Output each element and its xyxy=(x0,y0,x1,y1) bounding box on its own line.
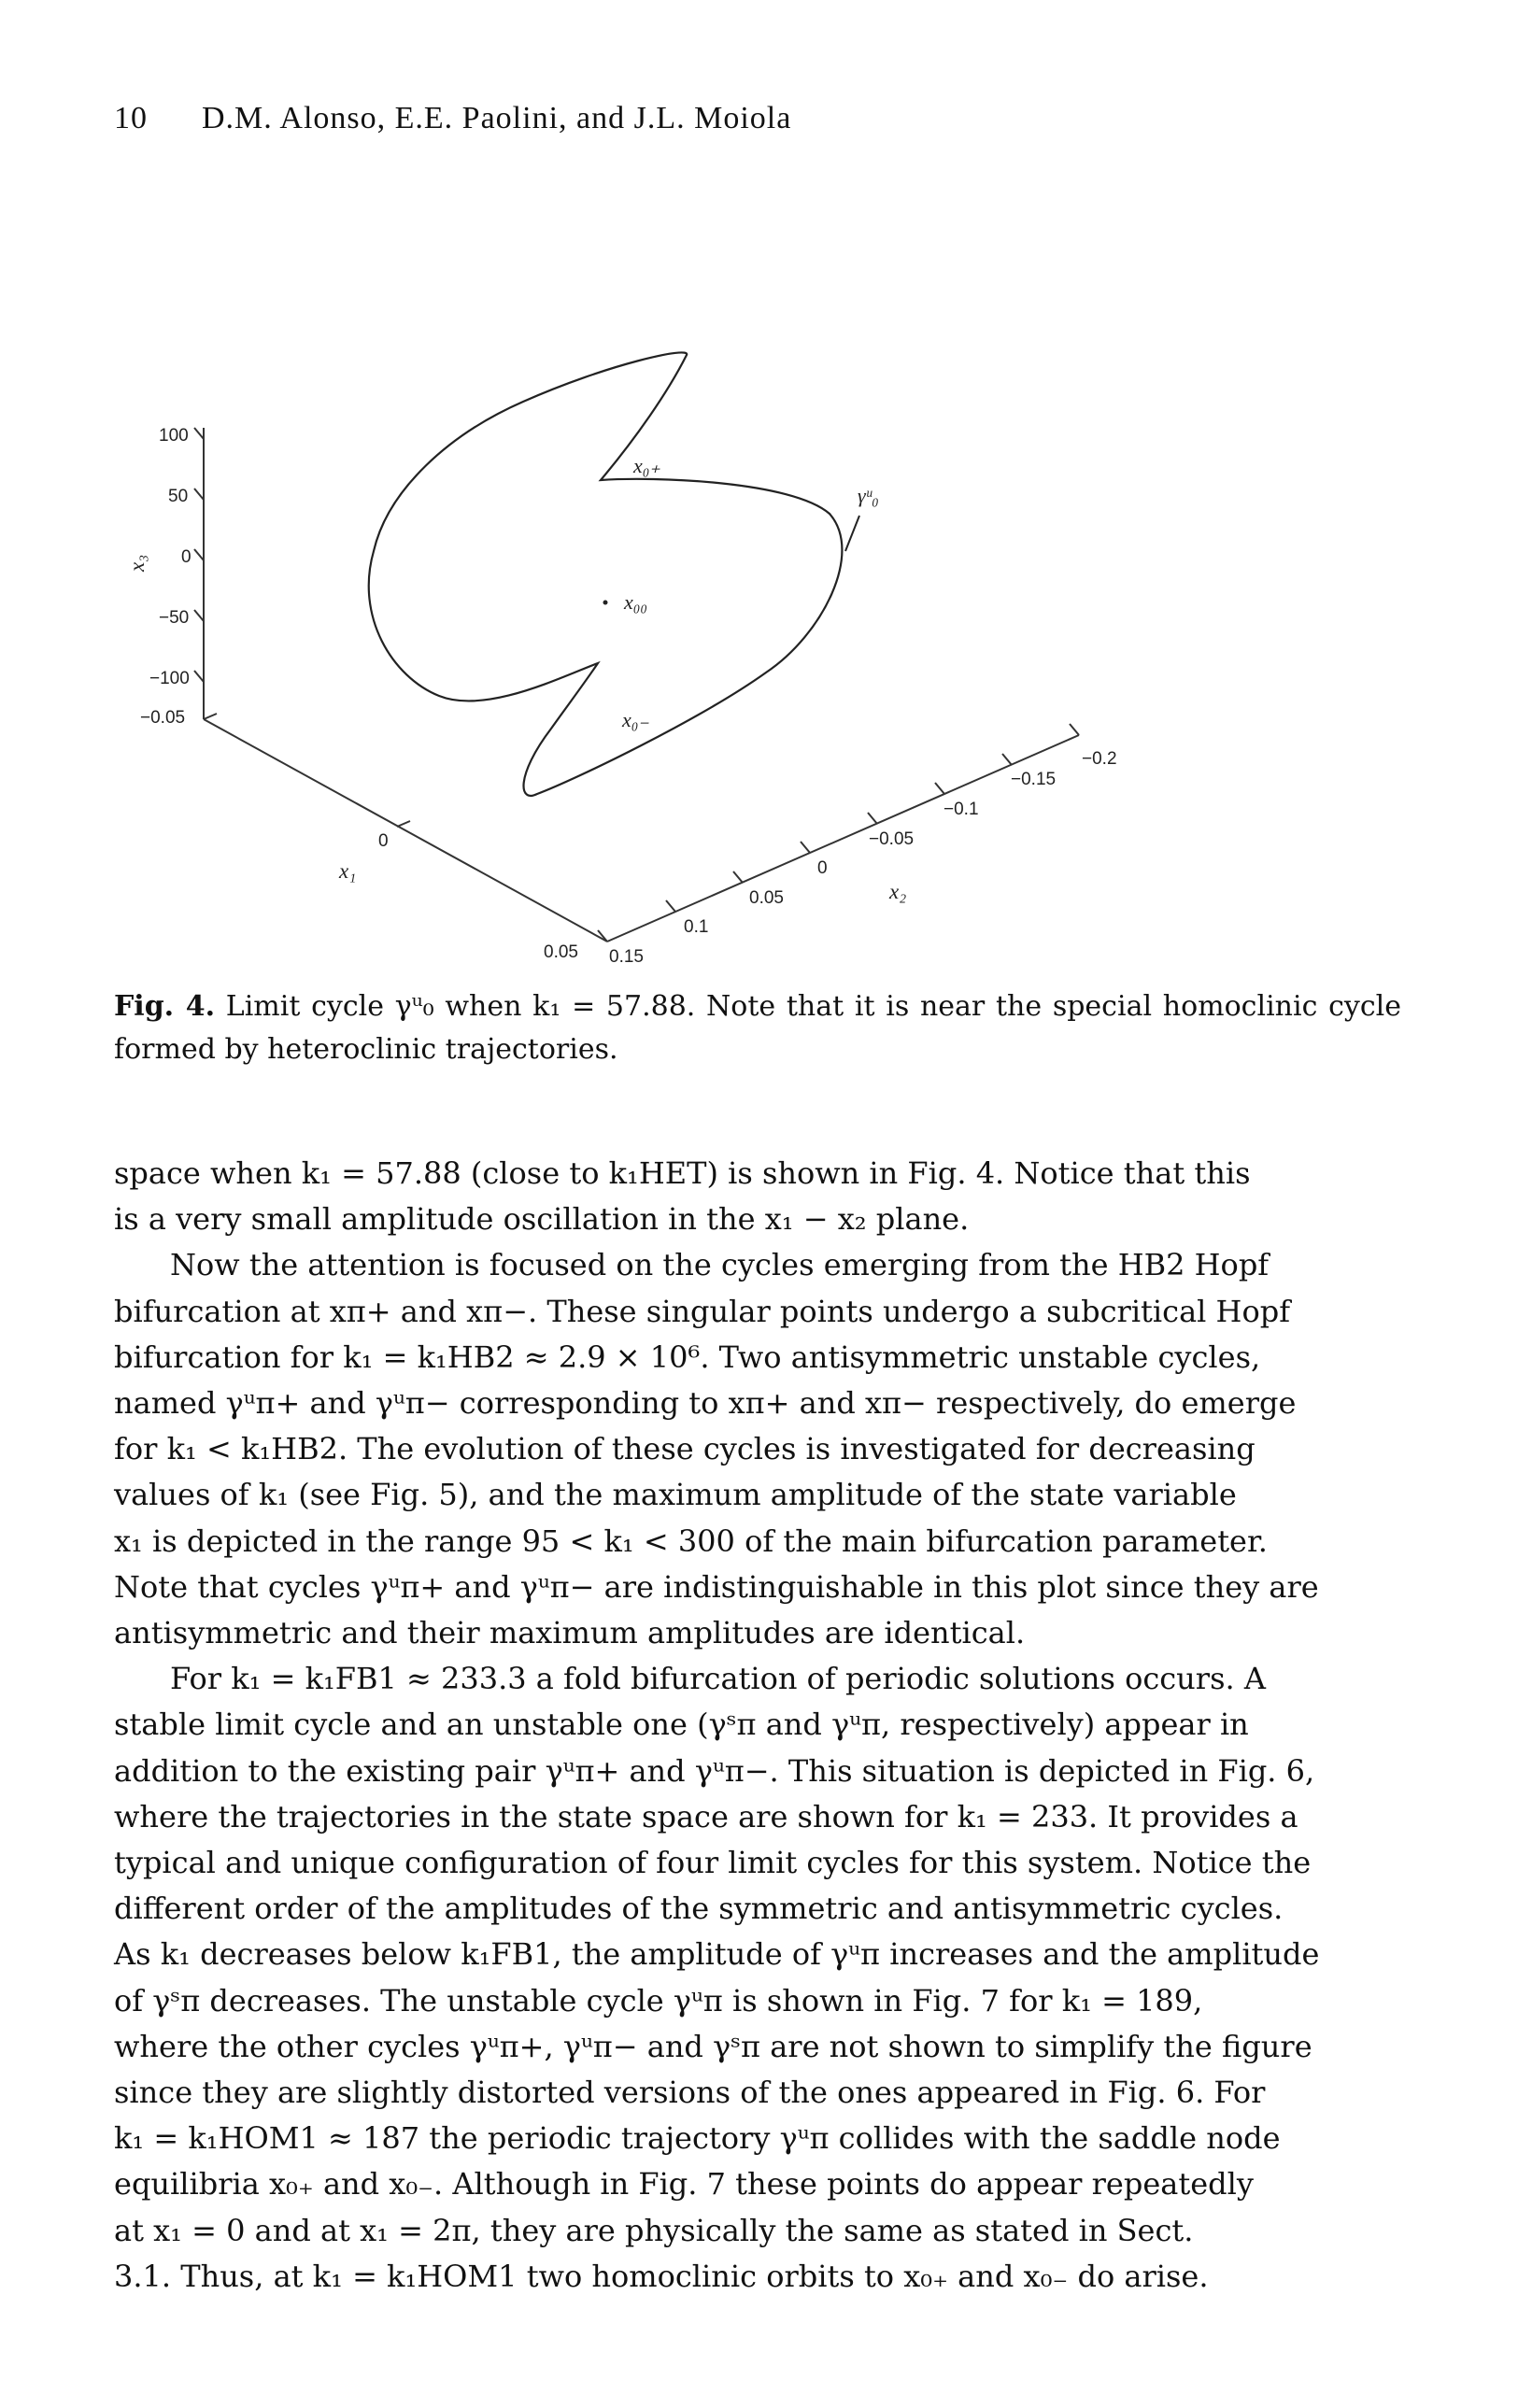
p3-line-8: of γˢπ decreases. The unstable cycle γᵘπ is shown in Fig. 7 for k₁ = 189, xyxy=(114,1982,1203,2018)
x3-ticks xyxy=(194,428,204,682)
x1-axis-ticks xyxy=(204,714,410,827)
p3-line-5: typical and unique configuration of four limit cycles for this system. Notice the xyxy=(114,1845,1312,1881)
p3-line-2: stable limit cycle and an unstable one (γˢπ and γᵘπ, respectively) appear in xyxy=(114,1707,1249,1743)
p1-line-1: space when k₁ = 57.88 (close to k₁HET) is shown in Fig. 4. Notice that this xyxy=(114,1155,1251,1191)
gamma-pointer-line xyxy=(845,516,859,551)
label-x0minus: x₀₋ xyxy=(622,708,650,731)
z-tick-m50: −50 xyxy=(159,608,190,628)
p3-line-10: since they are slightly distorted versions of the ones appeared in Fig. 6. For xyxy=(114,2075,1266,2111)
caption-text: Limit cycle γᵘ₀ when k₁ = 57.88. Note that it is near the special homoclinic cycle formed by heteroclinic trajectories. xyxy=(114,990,1401,1066)
x2-tick-m015: −0.15 xyxy=(1011,770,1057,789)
p2-line-7: x₁ is depicted in the range 95 < k₁ < 300 of the main bifurcation parameter. xyxy=(114,1523,1268,1559)
label-gamma: γᵘ₀ xyxy=(858,484,879,507)
p3-line-11: k₁ = k₁HOM1 ≈ 187 the periodic trajectory γᵘπ collides with the saddle node xyxy=(114,2120,1281,2157)
p3-line-6: different order of the amplitudes of the symmetric and antisymmetric cycles. xyxy=(114,1891,1284,1927)
authors: D.M. Alonso, E.E. Paolini, and J.L. Moiola xyxy=(202,101,792,135)
x2-tick-m02: −0.2 xyxy=(1082,749,1117,769)
z-tick-m100: −100 xyxy=(149,669,190,688)
p3-line-1: For k₁ = k₁FB1 ≈ 233.3 a fold bifurcation of periodic solutions occurs. A xyxy=(170,1661,1266,1697)
x1-tick-005: 0.05 xyxy=(544,942,578,962)
p3-line-7: As k₁ decreases below k₁FB1, the amplitude of γᵘπ increases and the amplitude xyxy=(114,1936,1320,1973)
p3-line-4: where the trajectories in the state space are shown for k₁ = 233. It provides a xyxy=(114,1798,1298,1834)
p2-line-5: for k₁ < k₁HB2. The evolution of these cycles is investigated for decreasing xyxy=(114,1431,1256,1467)
p3-line-13: at x₁ = 0 and at x₁ = 2π, they are physically the same as stated in Sect. xyxy=(114,2212,1194,2248)
x2-tick-m01: −0.1 xyxy=(943,800,979,819)
x2-tick-m005: −0.05 xyxy=(869,829,915,849)
p2-line-4: named γᵘπ+ and γᵘπ− corresponding to xπ+ and xπ− respectively, do emerge xyxy=(114,1385,1297,1422)
limit-cycle-plot xyxy=(0,318,1518,990)
x2-tick-015: 0.15 xyxy=(609,947,644,967)
x3-axis-label: x₃ xyxy=(125,554,149,572)
p3-line-12: equilibria x₀₊ and x₀₋. Although in Fig. 7 these points do appear repeatedly xyxy=(114,2166,1254,2203)
x1-tick-m005: −0.05 xyxy=(140,708,186,728)
x2-tick-0: 0 xyxy=(817,858,828,878)
x1-tick-0: 0 xyxy=(378,831,389,851)
p2-line-3: bifurcation for k₁ = k₁HB2 ≈ 2.9 × 10⁶. Two antisymmetric unstable cycles, xyxy=(114,1339,1261,1375)
paragraph-1 xyxy=(114,1151,1401,1242)
z-tick-100: 100 xyxy=(159,426,189,446)
x2-axis-label: x₂ xyxy=(889,880,907,903)
p2-line-9: antisymmetric and their maximum amplitudes are identical. xyxy=(114,1615,1026,1651)
label-x00: x₀₀ xyxy=(624,590,648,614)
p3-line-3: addition to the existing pair γᵘπ+ and γᵘπ−. This situation is depicted in Fig. 6, xyxy=(114,1752,1315,1789)
z-tick-0: 0 xyxy=(181,547,192,567)
p2-line-8: Note that cycles γᵘπ+ and γᵘπ− are indistinguishable in this plot since they are xyxy=(114,1568,1319,1605)
limit-cycle-curve xyxy=(369,352,843,795)
p2-line-1: Now the attention is focused on the cycles emerging from the HB2 Hopf xyxy=(170,1247,1270,1283)
x2-axis-ticks xyxy=(598,724,1079,942)
p1-line-2: is a very small amplitude oscillation in the x₁ − x₂ plane. xyxy=(114,1201,970,1238)
equilibrium-x00-dot xyxy=(603,601,608,605)
x2-axis xyxy=(607,735,1079,942)
figure-4 xyxy=(0,318,1518,990)
x1-axis xyxy=(204,719,607,942)
running-header xyxy=(114,101,791,136)
x1-axis-label: x₁ xyxy=(339,859,357,883)
paragraph-3 xyxy=(114,1656,1401,2300)
caption-label: Fig. 4. xyxy=(114,990,216,1023)
x2-tick-01: 0.1 xyxy=(684,917,709,937)
p3-line-9: where the other cycles γᵘπ+, γᵘπ− and γˢπ are not shown to simplify the figure xyxy=(114,2028,1312,2064)
z-tick-50: 50 xyxy=(168,487,189,506)
p2-line-6: values of k₁ (see Fig. 5), and the maximum amplitude of the state variable xyxy=(114,1477,1237,1513)
page-number: 10 xyxy=(114,101,148,135)
label-x0plus: x₀₊ xyxy=(633,454,661,477)
body-text xyxy=(114,1151,1401,2300)
p3-line-14: 3.1. Thus, at k₁ = k₁HOM1 two homoclinic orbits to x₀₊ and x₀₋ do arise. xyxy=(114,2258,1209,2294)
p2-line-2: bifurcation at xπ+ and xπ−. These singular points undergo a subcritical Hopf xyxy=(114,1293,1291,1329)
x2-tick-005: 0.05 xyxy=(749,888,784,908)
paragraph-2 xyxy=(114,1242,1401,1656)
figure-caption xyxy=(114,985,1401,1071)
